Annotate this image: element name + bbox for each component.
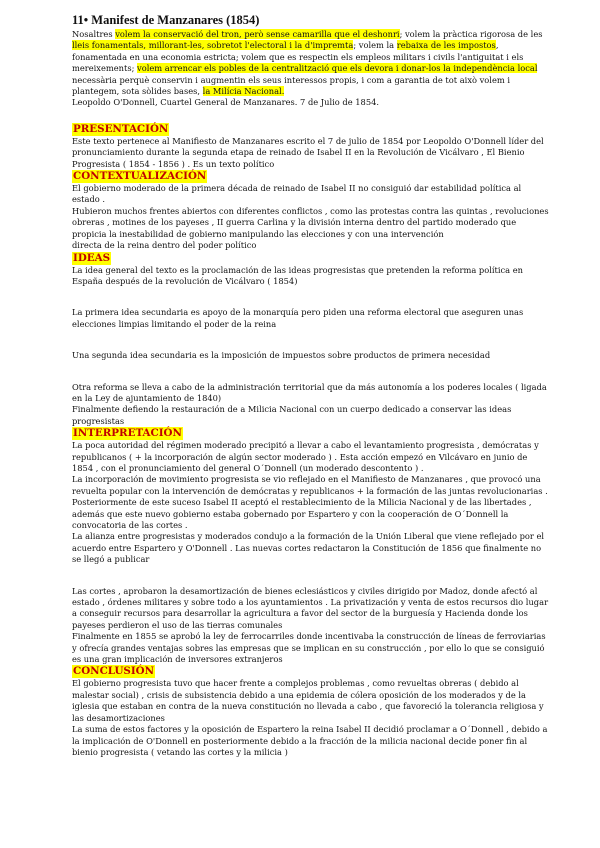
document-page	[72, 12, 550, 758]
manifest-signature: Leopoldo O'Donnell, Cuartel General de Manzanares. 7 de Julio de 1854.	[72, 97, 380, 108]
manifest-segment: ; volem la	[353, 40, 397, 51]
section-heading-interpretacion: INTERPRETACIÓN	[73, 427, 182, 440]
section-heading-contextualizacion: CONTEXTUALIZACIÓN	[73, 170, 207, 183]
manifest-highlight: rebaixa de les impostos	[396, 40, 496, 51]
paragraph: Una segunda idea secundaria es la imposición de impuestos sobre productos de primera necesidad	[72, 350, 491, 361]
manifest-segment: necessària perquè conservin i augmentin els seus interessos propis, i com a garantia de tot això volem i plantegem, sota sòlides bases,	[72, 74, 511, 97]
paragraph: La idea general del texto es la proclamación de las ideas progresistas que pretenden la reforma política en España después de la revolución de Vicálvaro ( 1854)	[72, 264, 524, 286]
paragraph: directa de la reina dentro del poder político	[72, 240, 257, 251]
section-heading-ideas: IDEAS	[73, 251, 111, 264]
paragraph: El gobierno progresista tuvo que hacer frente a complejos problemas , como revueltas obreras ( debido al malestar social) , crisis de subsistencia debido a una epidemia de cólera oposición de los moderados y de la iglesia que estaban en contra de la nueva constitución no llevada a cabo , que favoreció la tolerancia religiosa y las desamortizaciones	[72, 678, 544, 723]
section-heading-presentacion: PRESENTACIÓN	[73, 122, 169, 135]
paragraph: Este texto pertenece al Manifiesto de Manzanares escrito el 7 de julio de 1854 por Leopoldo O'Donnell líder del pronunciamiento durante la segunda etapa de reinado de Isabel II en la Revolución de Vicálvaro , El Bienio Progresista ( 1854 - 1856 ) . Es un texto político	[72, 135, 544, 169]
paragraph: Finalmente en 1855 se aprobó la ley de ferrocarriles donde incentivaba la construcción de líneas de ferroviarias y ofrecía grandes ventajas sobres las empresas que se implican en su construcción , por ello lo que se consiguió es una gran implicación de inversores extranjeros	[72, 631, 546, 665]
paragraph: La incorporación de movimiento progresista se vio reflejado en el Manifiesto de Manzanares , que provocó una revuelta popular con la intervención de demócratas y republicanos + la formación de las juntas revolucionarias .	[72, 474, 548, 496]
paragraph: La suma de estos factores y la oposición de Espartero la reina Isabel II decidió proclamar a O´Donnell , debido a la implicación de O'Donnell en posteriormente debido a la fracción de la milicia nacional decide poner fin al bienio progresista ( vetando las cortes y la milicia )	[72, 724, 548, 757]
paragraph: La poca autoridad del régimen moderado precipitó a llevar a cabo el levantamiento progresista , demócratas y republicanos ( + la incorporación de algún sector moderado ) . Esta acción empezó en Vilcávaro en junio de 1854 , con el pronunciamiento del general O´Donnell (un moderado descontento ) .	[72, 440, 539, 473]
paragraph: Finalmente defiendo la restauración de a Milicia Nacional con un cuerpo dedicado a conservar las ideas progresistas	[72, 404, 512, 426]
paragraph: Hubieron muchos frentes abiertos con diferentes conflictos , como las protestas contra las quintas , revoluciones obreras , motines de los payeses , II guerra Carlina y la división interna dentro del partido moderado que propicia la inestabilidad de gobierno manipulando las elecciones y con una intervención	[72, 205, 549, 239]
paragraph: El gobierno moderado de la primera década de reinado de Isabel II no consiguió dar estabilidad política al estado .	[72, 183, 522, 205]
manifest-segment: , fonamentada en una economia estricta; volem que es respectin els empleos militars i civils l'antiguitat i els mereixements;	[72, 40, 524, 74]
paragraph: Otra reforma se lleva a cabo de la administración territorial que da más autonomía a los poderes locales ( ligada en la Ley de ajuntamiento de 1840)	[72, 381, 547, 403]
manifest-segment: Nosaltres	[72, 29, 116, 39]
manifest-highlight: la Milícia Nacional.	[202, 86, 285, 97]
paragraph: Posteriormente de este suceso Isabel II aceptó el restablecimiento de la Milicia Nacional y de las libertades , además que este nuevo gobierno estaba gobernado por Espartero y con la cooperación de O´Donnell la convocatoria de las cortes .	[72, 497, 532, 530]
paragraph: La primera idea secundaria es apoyo de la monarquía pero piden una reforma electoral que aseguren unas elecciones limpias limitando el poder de la reina	[72, 307, 524, 329]
manifest-highlight: lleis fonamentals, millorant-les, sobretot l'electoral i la d'impremta	[72, 40, 354, 51]
section-heading-conclusion: CONCLUSIÓN	[73, 665, 155, 678]
manifest-excerpt	[72, 29, 550, 97]
manifest-segment: ; volem la pràctica rigorosa de les	[399, 29, 543, 39]
manifest-highlight: volem arrencar els pobles de la centralització que els devora i donar-los la independència local	[137, 63, 538, 74]
manifest-highlight: volem la conservació del tron, però sense camarilla que el deshonri	[115, 29, 400, 39]
paragraph: Las cortes , aprobaron la desamortización de bienes eclesiásticos y civiles dirigido por Madoz, donde afectó al estado , órdenes militares y sobre todo a los ayuntamientos . La privatización y venta de estos recursos dio lugar a conseguir recursos para desarrollar la agricultura a favor del sector de la burguesía y Hacienda donde los payeses perdieron el uso de las tierras comunales	[72, 585, 549, 630]
document-title: 11• Manifest de Manzanares (1854)	[72, 13, 260, 27]
paragraph: La alianza entre progresistas y moderados condujo a la formación de la Unión Liberal que viene reflejado por el acuerdo entre Espartero y O'Donnell . Las nuevas cortes redactaron la Constitución de 1856 que finalmente no se llegó a publicar	[72, 531, 545, 565]
